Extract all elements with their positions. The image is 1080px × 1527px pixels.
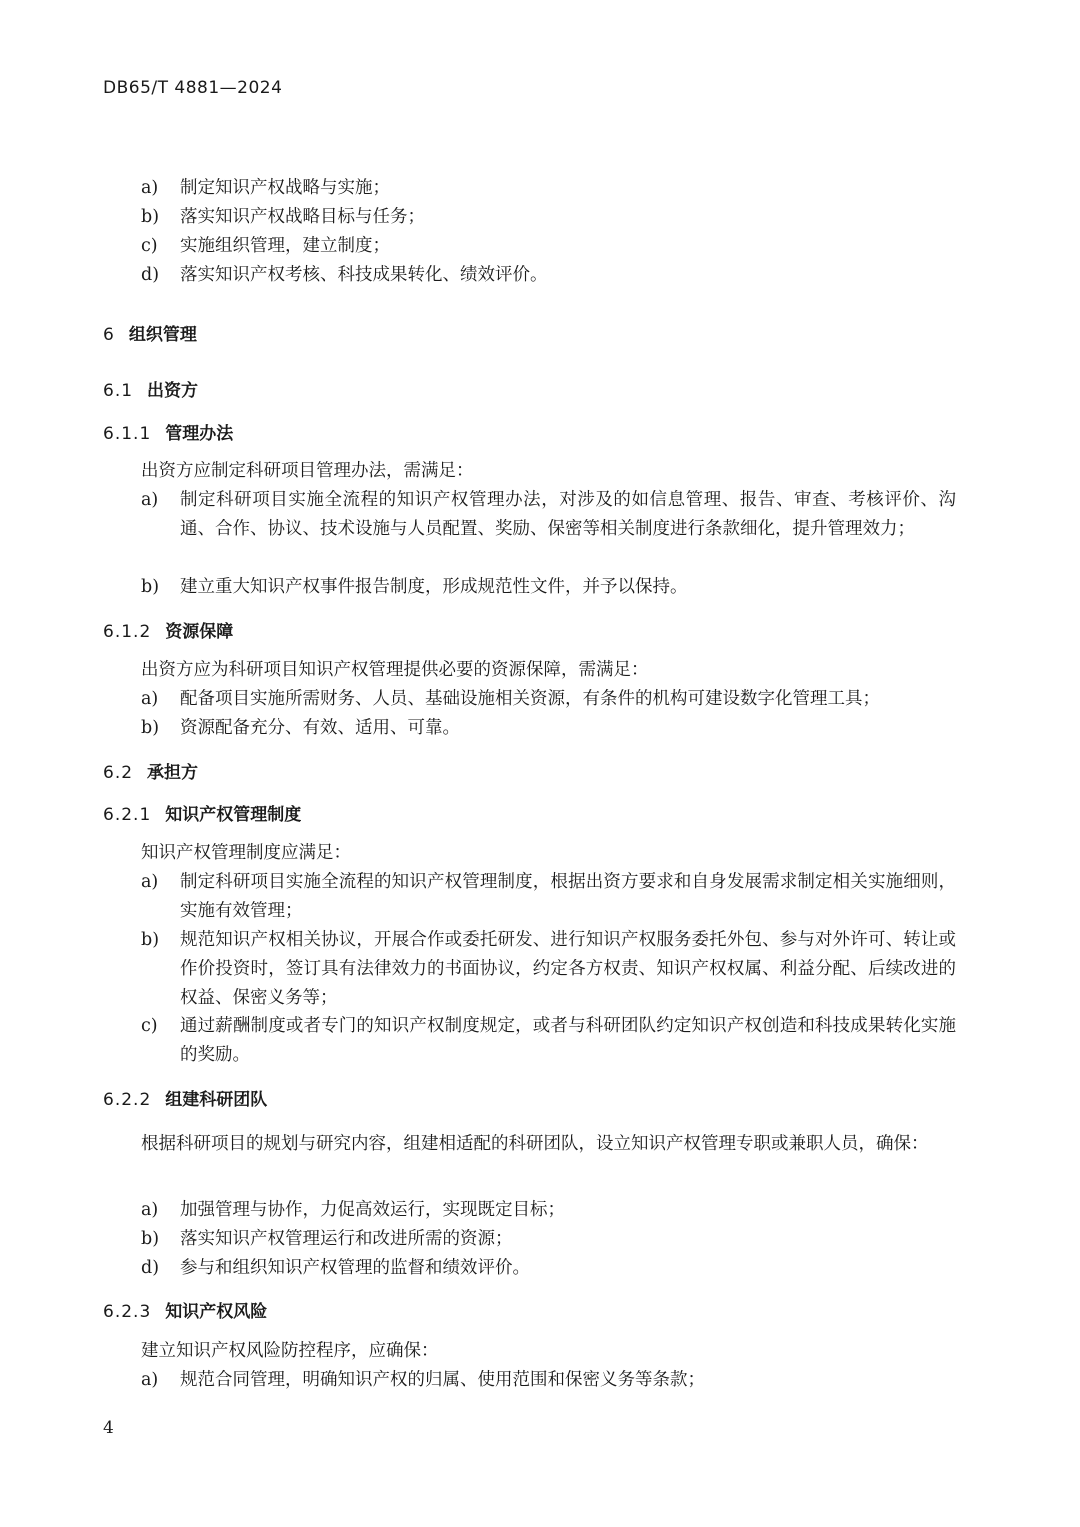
list-marker: d): [141, 1258, 160, 1278]
list-text: 加强管理与协作，力促高效运行，实现既定目标；: [180, 1200, 565, 1220]
section-number: 6.2.3: [103, 1302, 152, 1322]
list-text: 参与和组织知识产权管理的监督和绩效评价。: [180, 1258, 530, 1278]
section-heading-6-1-1: [103, 419, 233, 444]
list-item: [141, 573, 956, 602]
list-marker: a): [141, 872, 159, 892]
list-item: [141, 1196, 956, 1225]
list-text: 规范知识产权相关协议，开展合作或委托研发、进行知识产权服务委托外包、参与对外许可、转让或作价投资时，签订具有法律效力的书面协议，约定各方权责、知识产权权属、利益分配、后续改进的权益、保密义务等；: [180, 930, 956, 1008]
list-item: [141, 174, 956, 203]
section-lead-paragraph: 出资方应为科研项目知识产权管理提供必要的资源保障，需满足：: [141, 660, 649, 680]
list-item: [141, 714, 956, 743]
section-heading-6-1-2: [103, 617, 233, 642]
list-text: 规范合同管理，明确知识产权的归属、使用范围和保密义务等条款；: [180, 1370, 705, 1390]
document-code: DB65/T 4881—2024: [103, 78, 283, 98]
list-text: 建立重大知识产权事件报告制度，形成规范性文件，并予以保持。: [180, 577, 688, 597]
list-marker: b): [141, 930, 160, 950]
list-text: 落实知识产权考核、科技成果转化、绩效评价。: [180, 265, 548, 285]
section-number: 6.1.1: [103, 424, 152, 444]
list-item: [141, 926, 956, 1013]
section-number: 6.2.1: [103, 805, 152, 825]
list-marker: d): [141, 265, 160, 285]
section-title: 组建科研团队: [165, 1090, 268, 1110]
section-heading-6-2: [103, 758, 198, 783]
section-lead-paragraph: 知识产权管理制度应满足：: [141, 843, 351, 863]
section-number: 6.1.2: [103, 622, 152, 642]
list-item: [141, 486, 956, 544]
list-text: 通过薪酬制度或者专门的知识产权制度规定，或者与科研团队约定知识产权创造和科技成果转化实施的奖励。: [180, 1016, 956, 1065]
list-marker: c): [141, 1016, 158, 1036]
section-number: 6.2.2: [103, 1090, 152, 1110]
list-text: 制定科研项目实施全流程的知识产权管理制度，根据出资方要求和自身发展需求制定相关实施细则，实施有效管理；: [180, 872, 956, 921]
section-heading-6: [103, 320, 197, 345]
list-marker: b): [141, 1229, 160, 1249]
section-heading-6-2-1: [103, 800, 301, 825]
list-text: 制定知识产权战略与实施；: [180, 178, 390, 198]
list-item: [141, 232, 956, 261]
section-title: 组织管理: [128, 325, 197, 345]
section-heading-6-2-3: [103, 1297, 267, 1322]
list-item: [141, 1254, 956, 1283]
list-marker: a): [141, 490, 159, 510]
section-title: 知识产权管理制度: [165, 805, 302, 825]
list-text: 落实知识产权战略目标与任务；: [180, 207, 425, 227]
list-marker: b): [141, 207, 160, 227]
section-title: 管理办法: [165, 424, 234, 444]
page-number: 4: [103, 1418, 114, 1438]
list-item: [141, 1225, 956, 1254]
section-number: 6.2: [103, 763, 134, 783]
list-marker: b): [141, 718, 160, 738]
list-item: [141, 203, 956, 232]
section-title: 承担方: [147, 763, 199, 783]
list-item: [141, 685, 956, 714]
list-text: 制定科研项目实施全流程的知识产权管理办法，对涉及的如信息管理、报告、审查、考核评价、沟通、合作、协议、技术设施与人员配置、奖励、保密等相关制度进行条款细化，提升管理效力；: [180, 490, 956, 539]
list-marker: a): [141, 178, 159, 198]
list-item: [141, 1366, 956, 1395]
list-item: [141, 868, 956, 926]
list-text: 资源配备充分、有效、适用、可靠。: [180, 718, 460, 738]
list-marker: a): [141, 1200, 159, 1220]
section-lead-paragraph: 建立知识产权风险防控程序，应确保：: [141, 1341, 439, 1361]
list-marker: a): [141, 1370, 159, 1390]
section-title: 资源保障: [165, 622, 234, 642]
list-text: 落实知识产权管理运行和改进所需的资源；: [180, 1229, 513, 1249]
list-marker: a): [141, 689, 159, 709]
list-item: [141, 261, 956, 290]
list-marker: b): [141, 577, 160, 597]
section-lead-paragraph: 出资方应制定科研项目管理办法，需满足：: [141, 461, 474, 481]
list-text: 配备项目实施所需财务、人员、基础设施相关资源，有条件的机构可建设数字化管理工具；: [180, 689, 880, 709]
section-heading-6-2-2: [103, 1085, 267, 1110]
list-text: 实施组织管理，建立制度；: [180, 236, 390, 256]
section-number: 6: [103, 325, 115, 345]
section-number: 6.1: [103, 381, 134, 401]
section-title: 知识产权风险: [165, 1302, 268, 1322]
list-marker: c): [141, 236, 158, 256]
section-heading-6-1: [103, 376, 198, 401]
section-lead-paragraph: 根据科研项目的规划与研究内容，组建相适配的科研团队，设立知识产权管理专职或兼职人员，确保：: [141, 1134, 929, 1154]
section-title: 出资方: [147, 381, 199, 401]
list-item: [141, 1012, 956, 1070]
